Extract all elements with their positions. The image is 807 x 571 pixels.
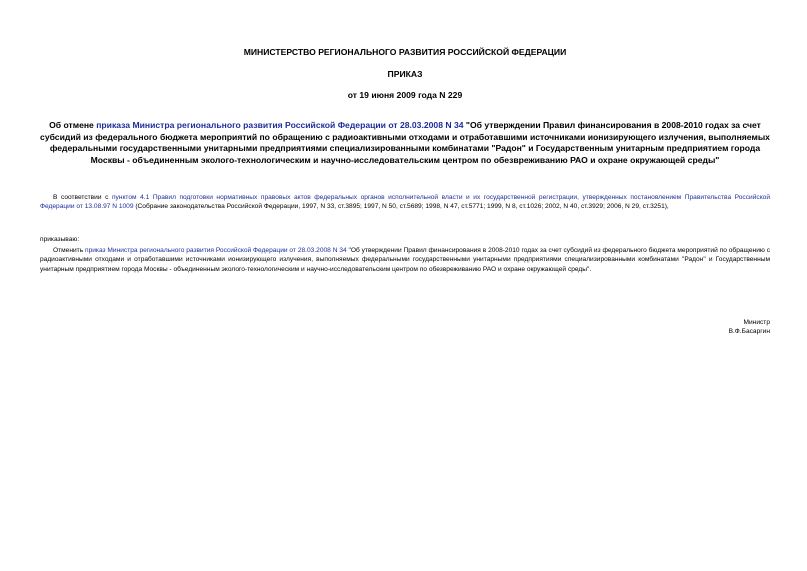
- action-order-link[interactable]: приказ Министра регионального развития Российской Федерации от 28.03.2008 N 34: [85, 247, 347, 254]
- action-text-1: Отменить: [53, 247, 85, 254]
- ministry-name: МИНИСТЕРСТВО РЕГИОНАЛЬНОГО РАЗВИТИЯ РОССИЙСКОЙ ФЕДЕРАЦИИ: [243, 47, 567, 57]
- basis-rules-link[interactable]: пунктом 4.1 Правил подготовки нормативных правовых актов федеральных органов исполнительной власти и их государственной регистрации, утвержденных постановлением Правительства Российской Федерации от 13.08.97 N 1009: [40, 194, 770, 211]
- document-type: ПРИКАЗ: [387, 69, 423, 79]
- document-date-number: от 19 июня 2009 года N 229: [347, 90, 463, 100]
- action-text-2: "Об утверждении Правил финансирования в 2008-2010 годах за счет субсидий из федерального бюджета мероприятий по обращению с радиоактивными отходами и отработавшими источниками ионизирующего излучения, выполняемых федеральными государственными унитарными предприятиями специализированными комбинатами "Радон" и Государственным унитарным предприятием города Москвы - объединенным эколого-технологическим и научно-исследовательским центром по обезвреживанию РАО и охране окружающей среды".: [40, 247, 770, 273]
- title-prefix: Об отмене: [49, 120, 97, 130]
- basis-paragraph: [40, 193, 770, 212]
- basis-text-1: В соответствии с: [53, 194, 112, 201]
- signatory-name: В.Ф.Басаргин: [728, 328, 770, 335]
- title-rest: "Об утверждении Правил финансирования в 2008-2010 годах за счет субсидий из федерального бюджета мероприятий по обращению с радиоактивными отходами и отработавшими источниками ионизирующего излучения, выполняемых федеральными государственными унитарными предприятиями специализированными комбинатами "Радон" и Государственным унитарным предприятием города Москвы - объединенным эколого-технологическим и научно-исследовательским центром по обезвреживанию РАО и охране окружающей среды": [40, 120, 770, 165]
- title-order-link[interactable]: приказа Министра регионального развития Российской Федерации от 28.03.2008 N 34: [96, 120, 464, 130]
- action-paragraph: [40, 246, 770, 274]
- document-title: [40, 120, 770, 166]
- basis-text-2: (Собрание законодательства Российской Федерации, 1997, N 33, ст.3895; 1997, N 50, ст.5689; 1998, N 47, ст.5771; 1999, N 8, ст.1026; 2002, N 40, ст.3929; 2006, N 29, ст.3251),: [133, 203, 669, 211]
- signatory-position: Министр: [743, 319, 770, 326]
- document-page: [40, 0, 770, 571]
- order-word: приказываю:: [40, 236, 80, 243]
